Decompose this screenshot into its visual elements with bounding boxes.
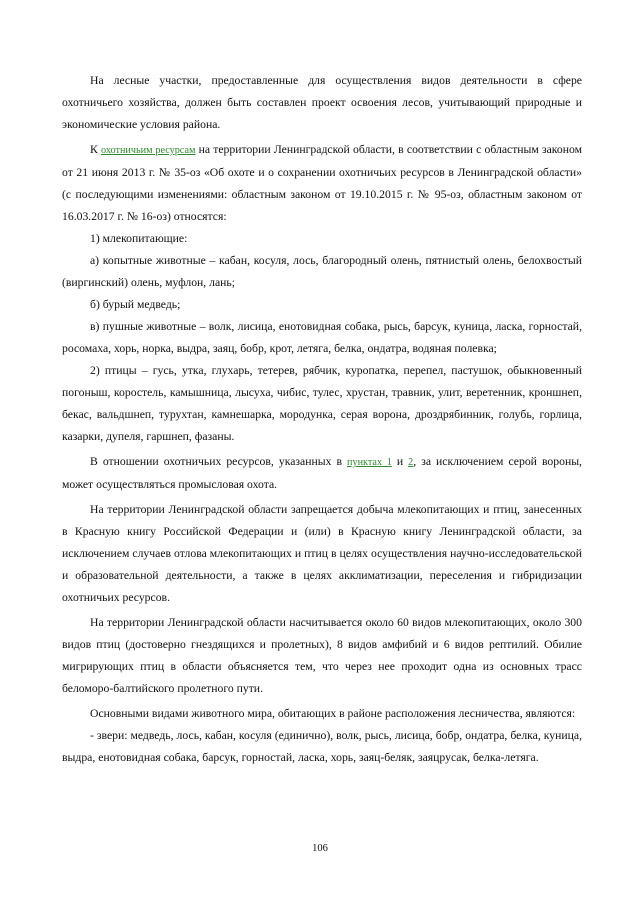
- paragraph-species-count: На территории Ленинградской области насчитывается около 60 видов млекопитающих, около 300 видов птиц (достоверно гнездящихся и пролетных), 8 видов амфибий и 6 видов рептилий. Обилие мигрирующих птиц в области объясняется тем, что через нее проходит одна из основных трасс беломоро-балтийского пролетного пути.: [62, 616, 582, 695]
- hunting-resources-link[interactable]: охотничьим ресурсам: [101, 145, 196, 156]
- paragraph-text: , за исключением серой вороны, может осуществляться промысловая охота.: [62, 455, 582, 491]
- items-1-link[interactable]: пунктах 1: [347, 457, 392, 468]
- body-text: [62, 70, 582, 769]
- list-item-beasts: - звери: медведь, лось, кабан, косуля (единично), волк, рысь, лисица, бобр, ондатра, белка, куница, выдра, енотовидная собака, барсук, горностай, ласка, хорь, заяц-беляк, заяцрусак, белка-летяга.: [62, 729, 582, 764]
- paragraph-text: К: [90, 143, 101, 156]
- paragraph-red-book-ban: На территории Ленинградской области запрещается добыча млекопитающих и птиц, занесенных в Красную книгу Российской Федерации и (или) в Красную книгу Ленинградской области, за исключением случаев отлова млекопитающих и птиц в целях осуществления научно-исследовательской и образовательной деятельности, а также в целях акклиматизации, переселения и гибридизации охотничьих ресурсов.: [62, 503, 582, 604]
- page-number: 106: [312, 843, 328, 854]
- paragraph-hunting-resources-law: [62, 139, 582, 228]
- list-item-fur-animals: в) пушные животные – волк, лисица, енотовидная собака, рысь, барсук, куница, ласка, горностай, росомаха, хорь, норка, выдра, заяц, бобр, крот, летяга, белка, ондатра, водяная полевка;: [62, 320, 582, 355]
- paragraph-text: В отношении охотничьих ресурсов, указанных в: [90, 455, 348, 468]
- paragraph-forest-plots: На лесные участки, предоставленные для осуществления видов деятельности в сфере охотничьего хозяйства, должен быть составлен проект освоения лесов, учитывающий природные и экономические условия района.: [62, 74, 582, 131]
- paragraph-main-species: Основными видами животного мира, обитающих в районе расположения лесничества, являются:: [90, 707, 576, 720]
- item-2-link[interactable]: 2: [408, 457, 414, 468]
- paragraph-text: на территории Ленинградской области, в соответствии с областным законом от 21 июня 2013 г. № 35-оз «Об охоте и о сохранении охотничьих ресурсов в Ленинградской области» (с последующими изменениями: областным законом от 19.10.2015 г. № 95-оз, областным законом от 16.03.2017 г. № 16-оз) относятся:: [62, 143, 583, 223]
- list-item-ungulates: а) копытные животные – кабан, косуля, лось, благородный олень, пятнистый олень, белохвостый (виргинский) олень, муфлон, лань;: [62, 254, 582, 289]
- list-item-mammals: 1) млекопитающие:: [90, 232, 188, 245]
- paragraph-text: и: [391, 455, 409, 468]
- paragraph-commercial-hunting: [62, 451, 582, 496]
- list-item-brown-bear: б) бурый медведь;: [90, 298, 181, 311]
- list-item-birds: 2) птицы – гусь, утка, глухарь, тетерев, рябчик, куропатка, перепел, пастушок, обыкновенный погоныш, коростель, камышница, лысуха, чибис, тулес, хрустан, травник, улит, веретенник, кроншнеп, бекас, вальдшнеп, турухтан, камнешарка, мородунка, серая ворона, дроздрябинник, голубь, горлица, казарки, дупеля, гаршнеп, фазаны.: [62, 364, 582, 443]
